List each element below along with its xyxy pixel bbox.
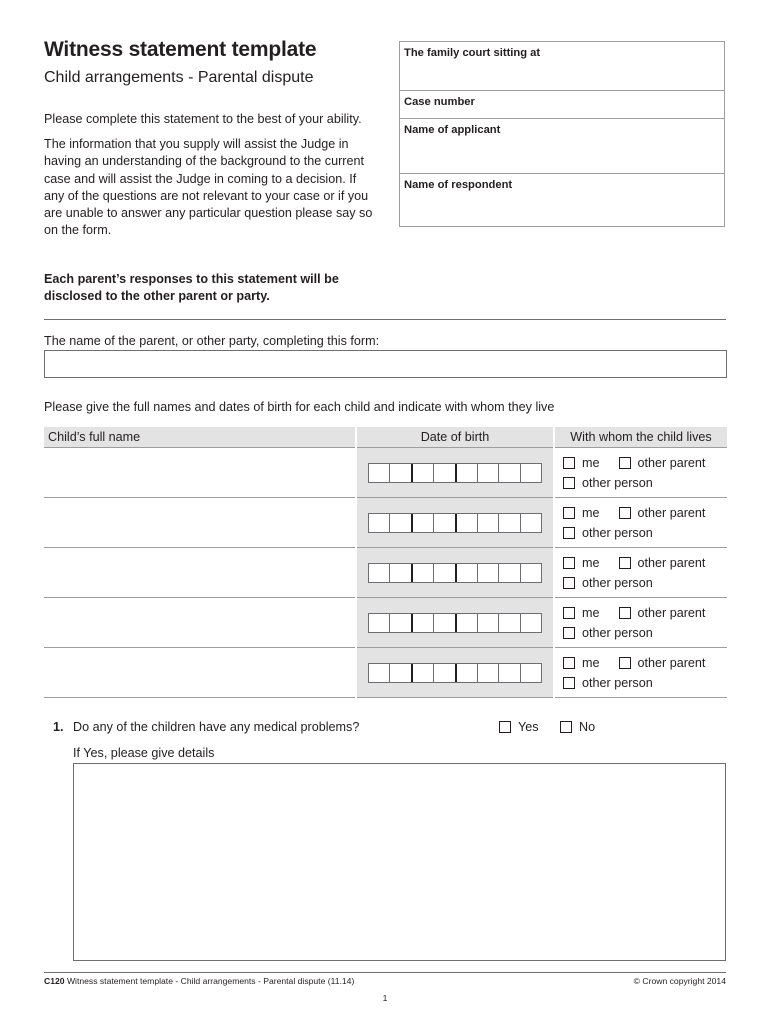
page-subtitle: Child arrangements - Parental dispute bbox=[44, 69, 314, 86]
child-lives-with-cell bbox=[554, 498, 727, 548]
intro-paragraph-1: Please complete this statement to the best of your ability. bbox=[44, 112, 362, 126]
dob-digit-box[interactable] bbox=[433, 614, 454, 632]
child-dob-input[interactable] bbox=[368, 613, 542, 633]
me-label: me bbox=[582, 455, 600, 470]
form-title: Witness statement template - Child arrangements - Parental dispute (11.14) bbox=[66, 976, 355, 986]
dob-digit-box[interactable] bbox=[411, 614, 433, 632]
child-row bbox=[44, 548, 727, 598]
dob-digit-box[interactable] bbox=[411, 564, 433, 582]
other-person-checkbox[interactable] bbox=[563, 677, 575, 689]
child-row bbox=[44, 598, 727, 648]
other-parent-label: other parent bbox=[637, 455, 706, 470]
dob-digit-box[interactable] bbox=[498, 464, 519, 482]
other-person-checkbox[interactable] bbox=[563, 527, 575, 539]
other-person-checkbox[interactable] bbox=[563, 627, 575, 639]
dob-digit-box[interactable] bbox=[520, 614, 541, 632]
child-lives-with-cell bbox=[554, 648, 727, 698]
dob-digit-box[interactable] bbox=[477, 614, 498, 632]
other-person-label: other person bbox=[582, 475, 653, 490]
child-name-input[interactable] bbox=[44, 498, 356, 548]
child-dob-cell bbox=[356, 498, 554, 548]
child-name-input[interactable] bbox=[44, 448, 356, 498]
dob-digit-box[interactable] bbox=[520, 464, 541, 482]
me-label: me bbox=[582, 655, 600, 670]
intro-text bbox=[44, 111, 374, 247]
intro-paragraph-2: The information that you supply will assist the Judge in having an understanding of the background to the current case and will assist the Judge in coming to a decision. If any of the questions are not relevant to your case or if you are unable to answer any particular question please say so on the form. bbox=[44, 137, 373, 238]
question-1-number: 1. bbox=[53, 720, 64, 734]
dob-digit-box[interactable] bbox=[369, 614, 389, 632]
dob-digit-box[interactable] bbox=[477, 464, 498, 482]
dob-digit-box[interactable] bbox=[411, 664, 433, 682]
child-lives-with-cell bbox=[554, 598, 727, 648]
dob-digit-box[interactable] bbox=[520, 514, 541, 532]
dob-digit-box[interactable] bbox=[389, 514, 410, 532]
child-dob-cell bbox=[356, 548, 554, 598]
other-person-label: other person bbox=[582, 625, 653, 640]
dob-digit-box[interactable] bbox=[455, 464, 477, 482]
other-parent-checkbox[interactable] bbox=[619, 657, 631, 669]
other-person-checkbox[interactable] bbox=[563, 477, 575, 489]
dob-digit-box[interactable] bbox=[433, 514, 454, 532]
dob-digit-box[interactable] bbox=[389, 614, 410, 632]
me-checkbox[interactable] bbox=[563, 657, 575, 669]
me-checkbox[interactable] bbox=[563, 557, 575, 569]
other-person-label: other person bbox=[582, 575, 653, 590]
header-date-of-birth: Date of birth bbox=[356, 427, 554, 448]
dob-digit-box[interactable] bbox=[477, 564, 498, 582]
other-parent-label: other parent bbox=[637, 655, 706, 670]
dob-digit-box[interactable] bbox=[498, 564, 519, 582]
header-child-lives-with: With whom the child lives bbox=[554, 427, 727, 448]
child-name-input[interactable] bbox=[44, 548, 356, 598]
child-dob-cell bbox=[356, 648, 554, 698]
dob-digit-box[interactable] bbox=[389, 664, 410, 682]
me-checkbox[interactable] bbox=[563, 457, 575, 469]
dob-digit-box[interactable] bbox=[498, 614, 519, 632]
children-instruction: Please give the full names and dates of birth for each child and indicate with whom they live bbox=[44, 400, 555, 414]
court-label: The family court sitting at bbox=[404, 47, 541, 59]
dob-digit-box[interactable] bbox=[520, 664, 541, 682]
dob-digit-box[interactable] bbox=[433, 464, 454, 482]
other-parent-checkbox[interactable] bbox=[619, 507, 631, 519]
question-1-text: Do any of the children have any medical problems? bbox=[73, 720, 360, 734]
case-number-field[interactable] bbox=[400, 91, 724, 119]
other-person-checkbox[interactable] bbox=[563, 577, 575, 589]
footer-form-info bbox=[44, 976, 354, 986]
dob-digit-box[interactable] bbox=[455, 614, 477, 632]
other-parent-checkbox[interactable] bbox=[619, 457, 631, 469]
no-label: No bbox=[579, 720, 596, 734]
other-parent-checkbox[interactable] bbox=[619, 557, 631, 569]
child-row bbox=[44, 498, 727, 548]
respondent-field[interactable] bbox=[400, 174, 724, 228]
dob-digit-box[interactable] bbox=[369, 514, 389, 532]
me-label: me bbox=[582, 555, 600, 570]
other-person-label: other person bbox=[582, 675, 653, 690]
other-person-label: other person bbox=[582, 525, 653, 540]
dob-digit-box[interactable] bbox=[411, 514, 433, 532]
dob-digit-box[interactable] bbox=[369, 464, 389, 482]
other-parent-label: other parent bbox=[637, 505, 706, 520]
details-label: If Yes, please give details bbox=[73, 746, 215, 760]
me-label: me bbox=[582, 605, 600, 620]
footer-divider bbox=[44, 972, 726, 973]
parent-name-input[interactable] bbox=[44, 350, 727, 378]
dob-digit-box[interactable] bbox=[455, 514, 477, 532]
other-parent-label: other parent bbox=[637, 555, 706, 570]
no-checkbox[interactable] bbox=[560, 721, 572, 733]
child-dob-input[interactable] bbox=[368, 463, 542, 483]
yes-label: Yes bbox=[518, 720, 539, 734]
dob-digit-box[interactable] bbox=[433, 564, 454, 582]
dob-digit-box[interactable] bbox=[498, 664, 519, 682]
court-details-box bbox=[399, 41, 725, 227]
disclosure-notice: Each parent’s responses to this statement will be disclosed to the other parent or party. bbox=[44, 272, 339, 304]
dob-digit-box[interactable] bbox=[455, 564, 477, 582]
dob-digit-box[interactable] bbox=[369, 564, 389, 582]
dob-digit-box[interactable] bbox=[498, 514, 519, 532]
medical-details-input[interactable] bbox=[73, 763, 726, 961]
case-number-label: Case number bbox=[404, 96, 475, 108]
child-lives-with-cell bbox=[554, 548, 727, 598]
page-number: 1 bbox=[382, 993, 388, 1003]
dob-digit-box[interactable] bbox=[369, 664, 389, 682]
child-dob-input[interactable] bbox=[368, 663, 542, 683]
question-1-options bbox=[499, 720, 613, 734]
section-divider bbox=[44, 319, 726, 320]
applicant-field[interactable] bbox=[400, 119, 724, 174]
me-checkbox[interactable] bbox=[563, 507, 575, 519]
child-row bbox=[44, 448, 727, 498]
child-name-input[interactable] bbox=[44, 648, 356, 698]
other-parent-checkbox[interactable] bbox=[619, 607, 631, 619]
header-child-name: Child’s full name bbox=[44, 427, 356, 448]
parent-name-label: The name of the parent, or other party, completing this form: bbox=[44, 334, 380, 348]
dob-digit-box[interactable] bbox=[389, 564, 410, 582]
child-name-input[interactable] bbox=[44, 598, 356, 648]
form-code: C120 bbox=[44, 976, 65, 986]
child-lives-with-cell bbox=[554, 448, 727, 498]
dob-digit-box[interactable] bbox=[477, 514, 498, 532]
respondent-label: Name of respondent bbox=[404, 179, 513, 191]
child-dob-input[interactable] bbox=[368, 513, 542, 533]
children-table bbox=[44, 427, 727, 698]
yes-checkbox[interactable] bbox=[499, 721, 511, 733]
applicant-label: Name of applicant bbox=[404, 124, 501, 136]
page-title: Witness statement template bbox=[44, 38, 317, 61]
me-label: me bbox=[582, 505, 600, 520]
court-field[interactable] bbox=[400, 42, 724, 91]
copyright-notice: © Crown copyright 2014 bbox=[633, 976, 726, 986]
dob-digit-box[interactable] bbox=[520, 564, 541, 582]
other-parent-label: other parent bbox=[637, 605, 706, 620]
child-dob-cell bbox=[356, 598, 554, 648]
dob-digit-box[interactable] bbox=[411, 464, 433, 482]
dob-digit-box[interactable] bbox=[389, 464, 410, 482]
child-row bbox=[44, 648, 727, 698]
dob-digit-box[interactable] bbox=[455, 664, 477, 682]
me-checkbox[interactable] bbox=[563, 607, 575, 619]
dob-digit-box[interactable] bbox=[433, 664, 454, 682]
child-dob-input[interactable] bbox=[368, 563, 542, 583]
dob-digit-box[interactable] bbox=[477, 664, 498, 682]
child-dob-cell bbox=[356, 448, 554, 498]
